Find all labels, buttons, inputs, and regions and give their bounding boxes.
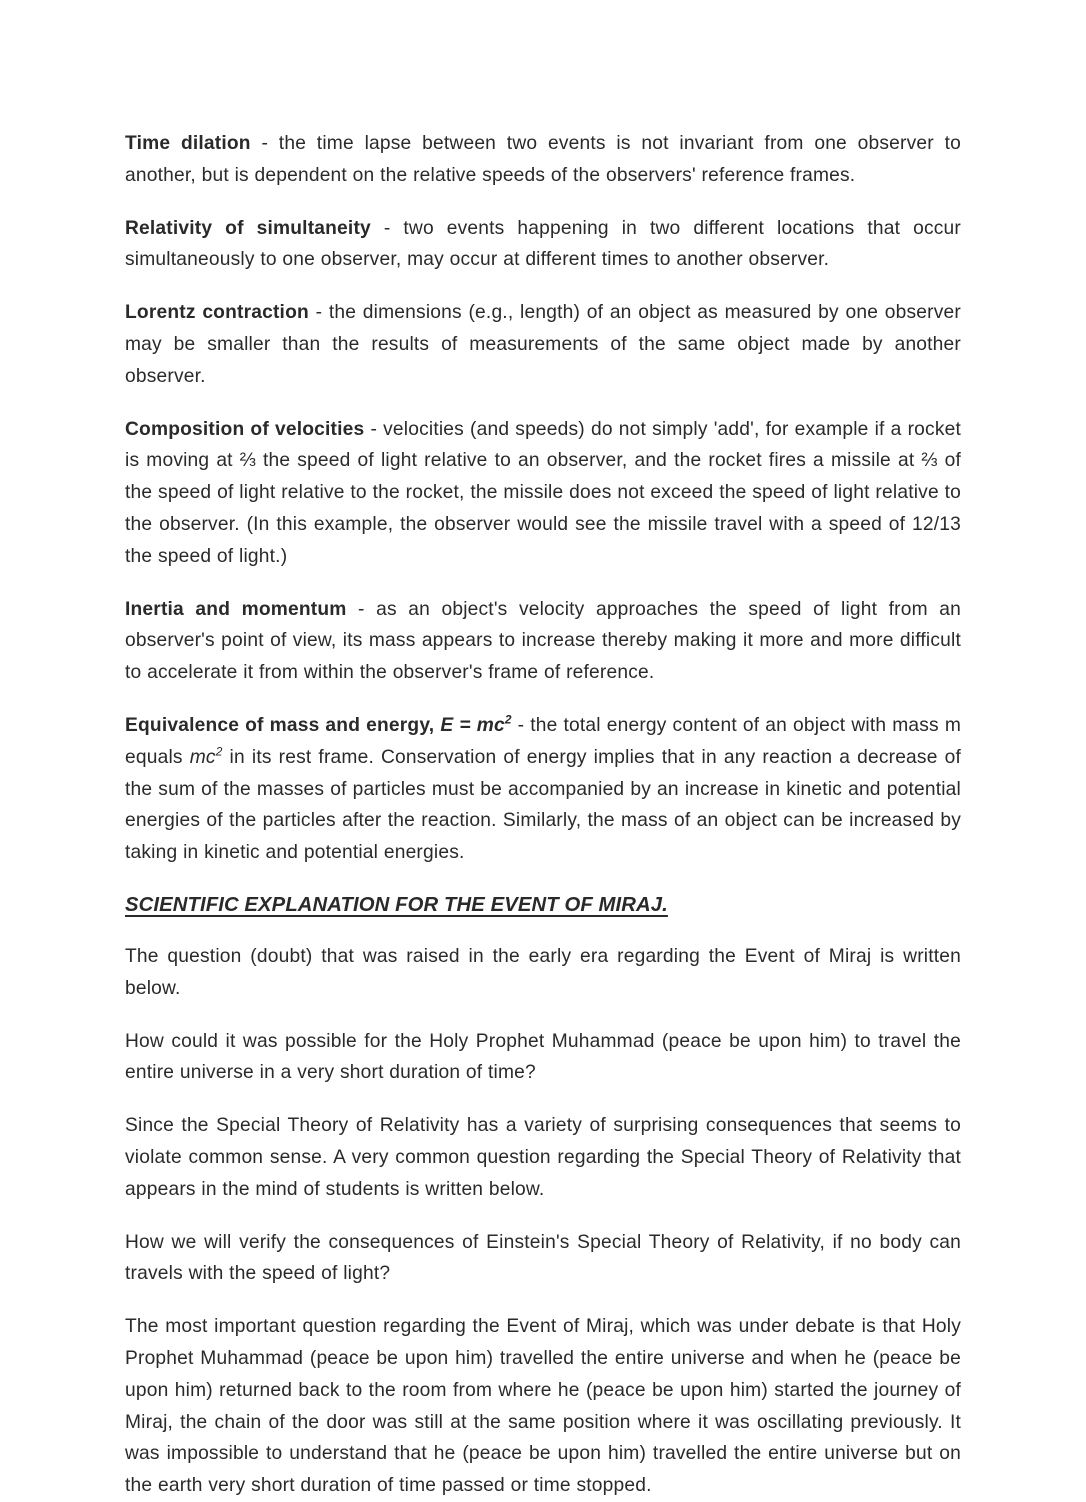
term-label-equivalence-of-mass-and-energy: Equivalence of mass and energy, [125,714,435,736]
inline-formula-exponent: 2 [215,744,223,759]
term-label-composition-of-velocities: Composition of velocities [125,418,365,440]
paragraph-text-relativity-of-simultaneity: - two events happening in two different locations that occur simultaneously to one observer, may occur at different times to another observer. [125,217,962,271]
paragraph-time-dilation [125,128,961,192]
paragraph-how-could-it-be-possible: How could it was possible for the Holy Prophet Muhammad (peace be upon him) to travel the entire universe in a very short duration of time? [125,1030,961,1084]
paragraph-how-we-will-verify: How we will verify the consequences of Einstein's Special Theory of Relativity, if no body can travels with the speed of light? [125,1231,961,1285]
paragraph-text-equivalence-part2: in its rest frame. Conservation of energy implies that in any reaction a decrease of the sum of the masses of particles must be accompanied by an increase in kinetic and potential energies of the particles after the reaction. Similarly, the mass of an object can be increased by taking in kinetic and potential energies. [125,746,961,864]
section-heading-text: SCIENTIFIC EXPLANATION FOR THE EVENT OF MIRAJ. [125,893,668,916]
term-label-relativity-of-simultaneity: Relativity of simultaneity [125,217,371,239]
paragraph-inertia-and-momentum [125,594,961,689]
paragraph-text-inertia-and-momentum: - as an object's velocity approaches the speed of light from an observer's point of view, its mass appears to increase thereby making it more and more difficult to accelerate it from within the observer's frame of reference. [125,598,961,684]
document-body [125,128,961,1502]
paragraph-text-time-dilation: - the time lapse between two events is not invariant from one observer to another, but is dependent on the relative speeds of the observers' reference frames. [125,133,961,186]
formula-exponent: 2 [504,712,512,727]
section-heading-scientific-explanation [125,890,961,920]
term-label-time-dilation: Time dilation [125,133,251,154]
inline-formula-mc2 [189,744,223,768]
paragraph-text-equivalence-part1: - the total energy content of an object with mass m equals [125,714,962,768]
paragraph-question-raised-early-era: The question (doubt) that was raised in the early era regarding the Event of Miraj is written below. [125,945,961,999]
formula-emc2 [440,712,512,736]
formula-base: E = mc [440,714,505,736]
term-label-inertia-and-momentum: Inertia and momentum [125,598,347,620]
paragraph-text-lorentz-contraction: - the dimensions (e.g., length) of an object as measured by one observer may be smaller than the results of measurements of the same object made by another observer. [125,302,961,387]
paragraph-equivalence-of-mass-and-energy [125,710,961,869]
paragraph-composition-of-velocities [125,414,961,573]
paragraph-text-composition-of-velocities: - velocities (and speeds) do not simply 'add', for example if a rocket is moving at ⅔ the speed of light relative to an observer, and the rocket fires a missile at ⅔ of the speed of light relative to the rocket, the missile does not exceed the speed of light relative to the observer. (In this example, the observer would see the missile travel with a speed of 12/13 the speed of light.) [125,418,961,567]
paragraph-since-special-theory: Since the Special Theory of Relativity has a variety of surprising consequences that seems to violate common sense. A very common question regarding the Special Theory of Relativity that appears in the mind of students is written below. [125,1115,961,1200]
paragraph-lorentz-contraction [125,297,961,392]
inline-formula-base: mc [189,746,216,768]
paragraph-most-important-question: The most important question regarding the Event of Miraj, which was under debate is that Holy Prophet Muhammad (peace be upon him) travelled the entire universe and when he (peace be upon him) returned back to the room from where he (peace be upon him) started the journey of Miraj, the chain of the door was still at the same position where it was oscillating previously. It was impossible to understand that he (peace be upon him) travelled the entire universe but on the earth very short duration of time passed or time stopped. [125,1316,961,1497]
term-label-lorentz-contraction: Lorentz contraction [125,302,309,324]
paragraph-relativity-of-simultaneity [125,213,961,277]
